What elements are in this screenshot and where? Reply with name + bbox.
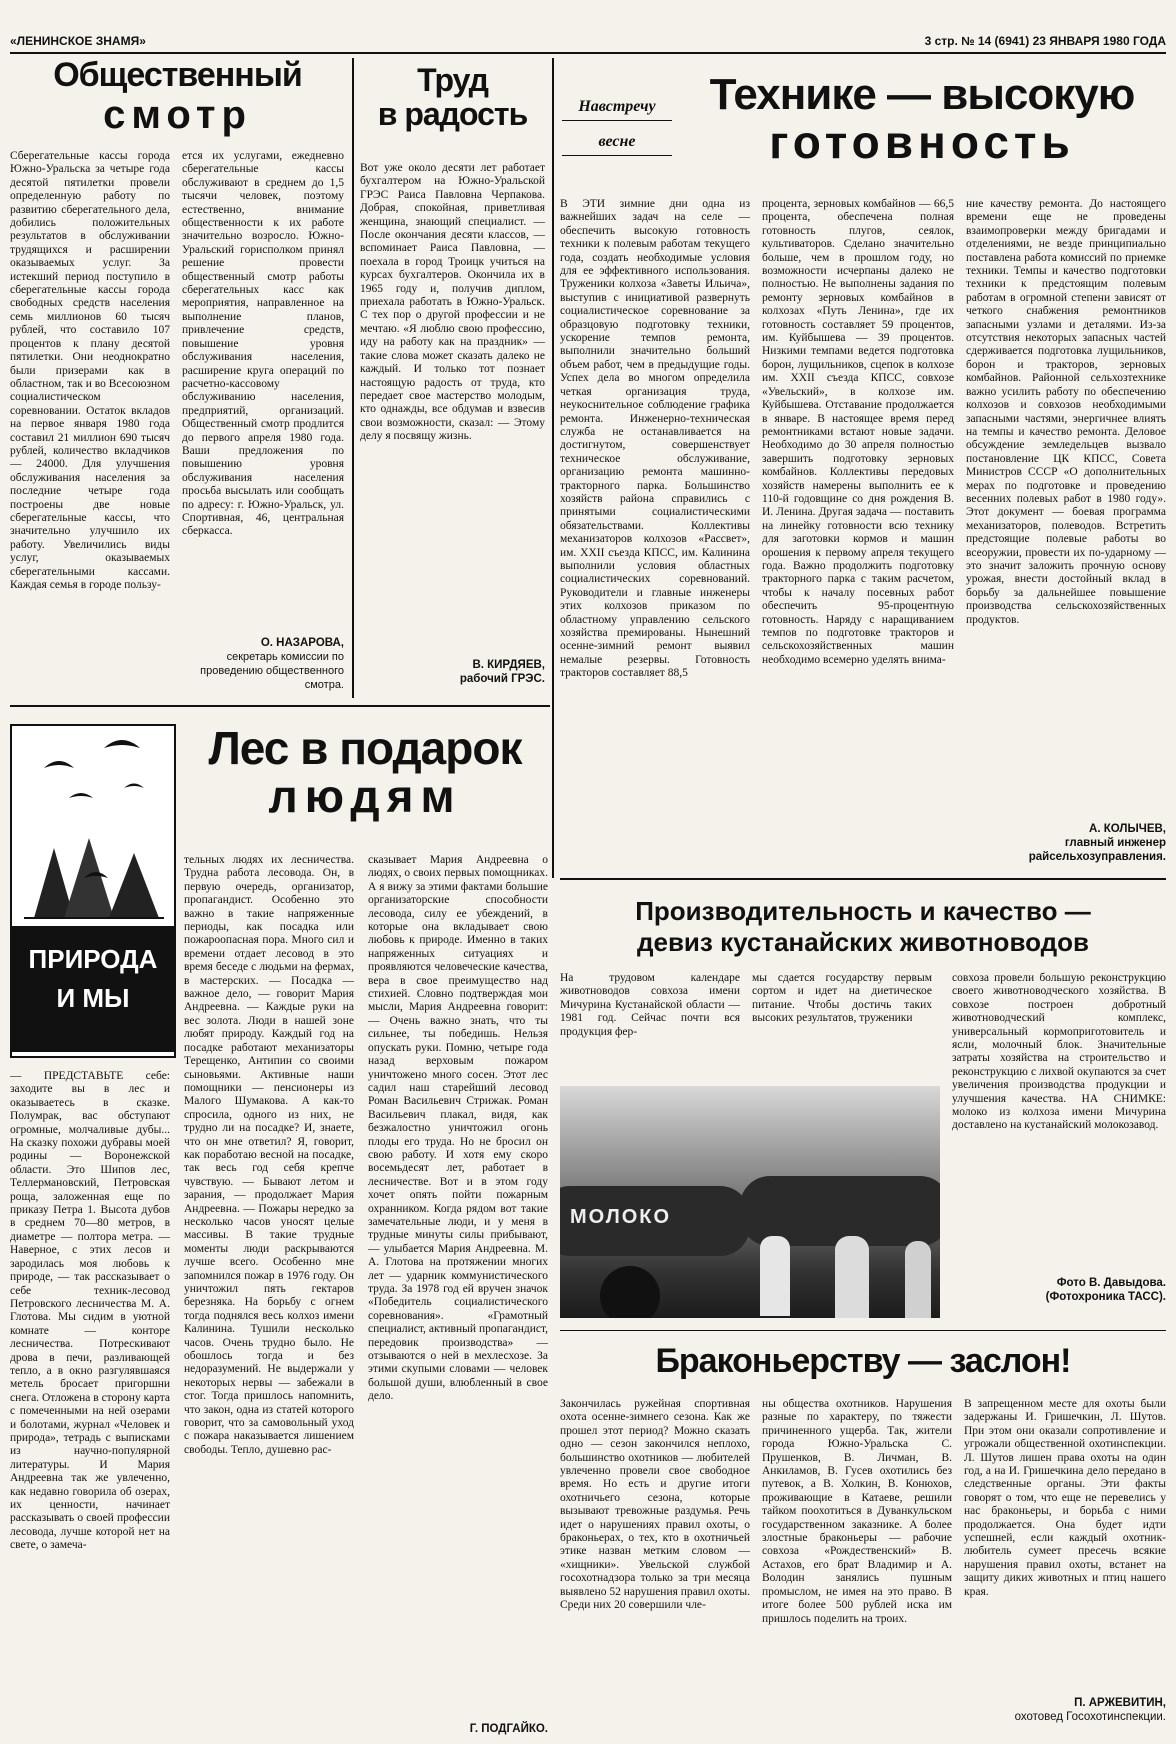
- tehnika-kicker-line2: весне: [562, 133, 672, 156]
- photo-agency: (Фотохроника ТАСС).: [1045, 1291, 1166, 1303]
- brak-headline: Браконьерству — заслон!: [655, 1342, 1071, 1380]
- smotr-signature: [182, 636, 344, 692]
- milk-truck-photo: [560, 1086, 940, 1318]
- kust-title-line1: Производительность и качество —: [635, 896, 1091, 926]
- les-title-line1: Лес в подарок: [208, 722, 522, 774]
- divider-v1: [352, 58, 354, 698]
- rubric-box: [10, 724, 176, 1058]
- brak-author: П. АРЖЕВИТИН,: [1074, 1697, 1166, 1709]
- tehnika-title-line2: готовность: [769, 116, 1075, 169]
- brak-col1: Закончилась ружейная спортивная охота осенне-зимнего сезона. Как же прошел этот период? Можно сказать одно — сезон закончился неплохо, большинство охотников — любителей увлеченно провели свое свободное время. Но есть и другие итоги охотничьего сезона, которые вызывают тревожные раздумья. Речь идет о нарушениях правил охоты, о браконьерах, о тех, кто в охотничьей этике назван метким словом — «хищники». Увельской службой госохотнадзора только за три месяца выявлено 52 нарушения правил охоты. Среди них 20 совершили чле-: [560, 1398, 750, 1612]
- article-les: [10, 712, 550, 1742]
- kust-col3: совхоза провели большую реконструкцию своего животноводческого хозяйства. В совхозе построен добротный животноводческий комплекс, универсальный кормоприготовитель и ясли, молочный блок. Значительные затраты хозяйства на строительство и реконструкцию с лихвой окупаются за счет увеличения производства продукции и улучшения качества. НА СНИМКЕ: молоко из колхоза имени Мичурина доставлено на кустанайский молокозавод.: [952, 972, 1166, 1132]
- les-title-line2: людям: [268, 770, 462, 823]
- newspaper-name: «ЛЕНИНСКОЕ ЗНАМЯ»: [10, 34, 146, 48]
- rubric-line1: ПРИРОДА: [28, 944, 158, 974]
- divider-h3: [560, 1330, 1166, 1331]
- tehnika-signature: [966, 822, 1166, 864]
- trud-headline: [360, 64, 545, 131]
- trud-signature: [360, 658, 545, 686]
- photo-author: Фото В. Давыдова.: [1056, 1277, 1166, 1289]
- tehnika-title-line1: Технике — высокую: [709, 70, 1135, 119]
- brak-signature: [964, 1696, 1166, 1724]
- birds-forest-illustration: [14, 728, 172, 924]
- les-signature: Г. ПОДГАЙКО.: [469, 1723, 548, 1735]
- issue-info: 3 стр. № 14 (6941) 23 ЯНВАРЯ 1980 ГОДА: [924, 34, 1166, 48]
- article-brak: [560, 1332, 1166, 1742]
- tehnika-kicker: [562, 98, 672, 156]
- tehnika-headline: [678, 70, 1166, 169]
- rubric-line2: И МЫ: [56, 983, 130, 1013]
- les-col2: сказывает Мария Андреевна о людях, о своих первых помощниках. А я вижу за этими фактами большие организаторские способности лесовода, силу ее убеждений, в которые она вкладывает свою любовь к природе. Именно в таких напряженных ситуациях и проявляются человеческие качества, вера в свое преимущество над стихией. Словно подтверждая мои мысли, Мария Андреевна говорит: — Очень важно знать, что ты сильнее, ты победишь. Нельзя опускать руки. Помню, четыре года назад верховым пожаром уничтожено много сосен. Этот лес садил наш старейший лесовод Роман Васильевич Стрижак. Роман Васильевич плакал, видя, как безжалостно уничтожил огонь плоды его труда. Но не бросил он свою работу. И хотя ему скоро восемьдесят лет, работает в лесничестве. Вот и в этом году хочет опять пойти пожарным охранником. Когда рядом вот такие замечательные люди, и у меня в трудные минуты силы прибывают, — улыбается Мария Андреевна. М. А. Глотова на протяжении многих лет — ударник коммунистического труда. За 1978 год ей вручен значок «Победитель социалистического соревнования». «Грамотный специалист, активный пропагандист, передовик производства» — отзываются о ней в мехлесхозе. За этими скупыми словами — человек большой души, влюбленный в свое дело.: [368, 854, 548, 1403]
- truck-wheel: [600, 1266, 660, 1318]
- les-col1: тельных людях их лесничества. Трудна работа лесовода. Он, в первую очередь, организатор, пропагандист. Особенно это важно в такие напряженные периоды, как посадка или пожароопасная пора. Много сил и времени отдает лесовод в это время беседе с людьми на фермах, в мастерских. — Посадка — важное дело, — говорит Мария Андреевна. — Каждые руки на вес золота. Люди в нашей зоне любят природу. Каждый год на посадке работают механизаторы Терещенко, Антипин со своими сыновьями. Активные наши помощники — пенсионеры из Малого Шумакова. А как-то спросила, одного из них, не трудно ли на посадке? И, знаете, что он мне ответил? Я, говорит, как поработаю весной на посадке, так весь год себя крепче чувствую. — Бывают летом и зарания, — продолжает Мария Андреевна. — Пожары нередко за несколько часов уносят целые массивы. В такие трудные моменты люди раскрываются лучше всего. Особенно мне запомнился пожар в 1976 году. Он уничтожил пять гектаров березняка. На борьбу с огнем тогда поднялся весь колхоз имени Калинина. Тушили несколько часов. Очень трудно было. Не обошлось тогда и без недоразумений. Не выдержали у некоторых нервы — забежали в стог. Тогда пришлось напомнить, что закон, одна из статей которого говорит, что за самовольный уход с пожара наказывается лишением свободы. Тепло, душевно рас-: [184, 854, 354, 1456]
- masthead: [10, 30, 1166, 54]
- tehnika-col3: ние качеству ремонта. До настоящего времени еще не проведены взаимопроверки между бригадами и отделениями, не везде принципиально поставлена работа комиссий по приемке техники. Темпы и качество подготовки техники к предстоящим полевым работам в огромной степени зависят от четкого снабжения ремонтников запасными узлами и деталями. Из-за отсутствия некоторых запасных частей сдерживается подготовка лущильников, борон и тракторов, зерновых комбайнов. Районной сельхозтехнике важно усилить работу по обеспечению колхозов и совхозов необходимыми запасными частями, энергичнее влиять на темпы и качество ремонта. Деловое обсуждение земледельцев вызвало постановление ЦК КПСС, Совета Министров СССР «О дополнительных мерах по подготовке и проведению весенних полевых работ в 1980 году». Этот документ — боевая программа механизаторов, полеводов. Встретить предстоящие полевые работы во всеоружии, провести их по-ударному — это значит заложить прочную основу урожая, внести достойный вклад в борьбу за дальнейшее повышение производства сельскохозяйственных продуктов.: [966, 198, 1166, 626]
- smotr-headline: [10, 58, 345, 136]
- divider-h2: [560, 878, 1166, 880]
- kust-col2: мы сдается государству первым сортом и идет на диетическое питание. Чтобы достичь таких высоких результатов, труженики: [752, 972, 932, 1025]
- tehnika-author-title: главный инженер райсельхозуправления.: [1028, 837, 1166, 863]
- tehnika-author: А. КОЛЫЧЕВ,: [1089, 823, 1166, 835]
- smotr-col1: Сберегательные кассы города Южно-Уральска за четыре года десятой пятилетки провели определенную работу по развитию сберегательного дела, добились положительных результатов в обслуживании трудящихся и расширении оказываемых услуг. За истекший период поступило в сберегательные кассы города свободных средств населения семь миллионов 60 тысяч рублей, что составило 107 процентов к плану десятой пятилетки. Они неоднократно были призерами как в областном, так и во Всесоюзном социалистическом соревновании. Остаток вкладов на первое января 1980 года составил 21 миллион 690 тысяч рублей, количество вкладчиков — 24000. Для улучшения обслуживания населения за последние четыре года построены две новые сберегательные кассы, что значительно улучшило их работу. Увеличились виды услуг, оказываемых сберегательными кассами. Каждая семья в городе пользу-: [10, 150, 170, 591]
- kust-headline: [560, 898, 1166, 957]
- article-trud: [360, 58, 545, 698]
- article-tehnika: [560, 58, 1166, 868]
- worker-figure-3: [905, 1241, 931, 1318]
- tehnika-col1: В ЭТИ зимние дни одна из важнейших задач на селе — обеспечить высокую готовность техники к полевым работам текущего года, создать необходимые условия для ее эффективного использования. Труженики колхоза «Заветы Ильича», выступив с инициативой развернуть социалистическое соревнование за образцовую подготовку техники, ускорение темпов ремонта, выполнили значительно больший объем работ, чем в предыдущие годы. Успех дела во многом определила четкая организация труда, неукоснительное соблюдение графика ремонта. Инженерно-техническая служба не останавливается на достигнутом, совершенствует техническое обслуживание, организацию ремонта машинно-тракторного парка. Большинство хозяйств района справились с принятыми социалистическими обязательствами. Коллективы механизаторов колхозов «Рассвет», им. XXII съезда КПСС, им. Калинина выполнили условия областных социалистических соревнований. Руководители и главные инженеры этих колхозов приказом по областному управлению сельского хозяйства премированы. Нынешний осенне-зимний ремонт выявил немалые резервы. Готовность тракторов составляет 88,5: [560, 198, 750, 680]
- trud-title-line2: в радость: [377, 95, 528, 132]
- trud-author: В. КИРДЯЕВ,: [472, 659, 545, 671]
- smotr-title-line2: смотр: [103, 92, 252, 137]
- article-smotr: [10, 58, 345, 698]
- smotr-author-title: секретарь комиссии по проведению общественного смотра.: [200, 651, 344, 691]
- kust-col1: На трудовом календаре животноводов совхоза имени Мичурина Кустанайской области — 1981 год. Сейчас почти вся продукция фер-: [560, 972, 740, 1038]
- trud-title-line1: Труд: [417, 62, 488, 98]
- worker-figure-2: [835, 1236, 869, 1318]
- smotr-author: О. НАЗАРОВА,: [260, 637, 344, 649]
- divider-h1: [10, 705, 550, 707]
- brak-col2: ны общества охотников. Нарушения разные по характеру, по тяжести причиненного ущерба. Так, жители города Южно-Уральска С. Прушенков, В. Личман, В. Анкиламов, В. Гусев охотились без путевок, а В. Холкин, В. Конюхов, проживающие в Катаеве, решили тайком поохотиться в Дуванкульском государственном заказнике. А более злостные браконьеры — рабочие совхоза «Рождественский» В. Астахов, его брат Владимир и А. Володин занялись пушным промыслом, не имея на это право. В итоге более 500 рублей иска им пришлось поделить на троих.: [762, 1398, 952, 1625]
- milk-label: МОЛОКО: [570, 1206, 672, 1228]
- article-kust: [560, 886, 1166, 1326]
- tehnika-col2: процента, зерновых комбайнов — 66,5 процента, обеспечена полная готовность плугов, сеялок, культиваторов. Сделано значительно больше, чем в прошлом году, но возможности исчерпаны далеко не полностью. Не выполнены задания по ремонту зерновых комбайнов в колхозах «Путь Ленина», где их готовность составляет 59 процентов, им. Куйбышева — 39 процентов. Низкими темпами ведется подготовка борон, лущильников, сцепок в колхозе им. XXII съезда КПСС, совхозе «Увельский», в колхозе им. Куйбышева. Отставание продолжается в январе. В настоящее время перед ремонтниками встают новые задачи. Необходимо до 30 апреля полностью завершить подготовку зерновых комбайнов. Коллективы передовых хозяйств намерены выполнить ее к 110-й годовщине со дня рождения В. И. Ленина. Другая задача — поставить на линейку готовности всю технику для заготовки кормов и машин орошения к первому апреля текущего года. Важно продолжить подготовку тракторного парка с таким расчетом, чтобы к началу посевных работ обеспечить 95-процентную готовность. Наряду с наращиванием темпов по подготовке тракторов и сельскохозяйственных машин необходимо всемерно уделять внима-: [762, 198, 954, 666]
- worker-figure-1: [760, 1236, 790, 1316]
- smotr-col2: ется их услугами, ежедневно сберегательные кассы обслуживают в среднем до 1,5 тысячи человек, поэтому естественно, внимание общественности к их работе значительно возросло. Южно-Уральский горисполком принял решение провести общественный смотр работы сберегательных касс как мероприятия, направленное на выполнение планов, привлечение средств, повышение уровня обслуживания населения, расширение круга операций по расчетно-кассовому обслуживанию населения, предприятий, организаций. Общественный смотр продлится до первого апреля 1980 года. Ваши предложения по повышению уровня обслуживания населения просьба высылать или сообщать по адресу: г. Южно-Уральск, ул. Спортивная, 46, центральная сберкасса.: [182, 150, 344, 538]
- kust-title-line2: девиз кустанайских животноводов: [636, 927, 1089, 958]
- brak-col3: В запрещенном месте для охоты были задержаны И. Гришечкин, Л. Шутов. При этом они оказали сопротивление и угрожали общественной охотинспекции. Л. Шутов лишен права охоты на один год, а на И. Гришечкина дело передано в следственные органы. Эти факты говорят о том, что еще не перевелись у нас браконьеры, и борьба с ними продолжается. Она будет идти успешней, если каждый охотник-любитель сумеет пресечь всякие нарушения правил охоты, встанет на защиту диких животных и птиц нашего края.: [964, 1398, 1166, 1598]
- trud-body: Вот уже около десяти лет работает бухгалтером на Южно-Уральской ГРЭС Раиса Павловна Черпакова. Добрая, спокойная, приветливая женщина, знающий специалист. — После окончания десяти классов, — вспоминает Раиса Павловна, — поехала в город Троицк учиться на курсах бухгалтеров. Окончила их в 1965 году и, получив диплом, приехала работать в Южно-Уральск. С тех пор о другой профессии и не мечтаю. «Я люблю свою профессию, иду на работу как на праздник» — такие слова может сказать далеко не каждый. И только тот познает настоящую радость от труда, кто передает свое мастерство молодым, кто однажды, все обдумав и взвесив свои возможности, сказал: — Этому делу я посвящу жизнь.: [360, 162, 545, 443]
- kust-photo-credit: [952, 1276, 1166, 1304]
- rubric-title: [12, 926, 174, 1052]
- les-headline: [180, 724, 550, 821]
- les-col0: — ПРЕДСТАВЬТЕ себе: заходите вы в лес и оказываетесь в сказке. Полумрак, вас обступают огромные, молчаливые дубы... На сказку похожи дубравы моей родины — Воронежской области. Это Шипов лес, Теллермановский, Петровская роща, заложенная еще по приказу Петра 1. Высота дубов в среднем 70—80 метров, в диаметре — полтора метра. — Наверное, с этих лесов и зародилась моя любовь к природе, — так рассказывает о себе техник-лесовод Петровского лесничества М. А. Глотова. Мы сидим в уютной комнате — конторе лесничества. Потрескивают дрова в печи, разливающей тепло, а в окно разгулявшаяся метель бросает пригоршни снега. Отложена в сторону карта с помеченными на ней озерами и болотами, журнал «Человек и природа», тетрадь с выписками из научно-популярной литературы. И Мария Андреевна так же увлеченно, как недавно говорила об озерах, их ценности, начинает рассказывать о своей профессии лесовода, лучше которой нет на свете, о замеча-: [10, 1070, 170, 1552]
- trud-author-title: рабочий ГРЭС.: [459, 673, 545, 685]
- divider-v2: [552, 58, 554, 878]
- tehnika-kicker-line1: Навстречу: [562, 98, 672, 121]
- brak-author-title: охотовед Госохотинспекции.: [1014, 1711, 1166, 1723]
- smotr-title-line1: Общественный: [53, 56, 302, 94]
